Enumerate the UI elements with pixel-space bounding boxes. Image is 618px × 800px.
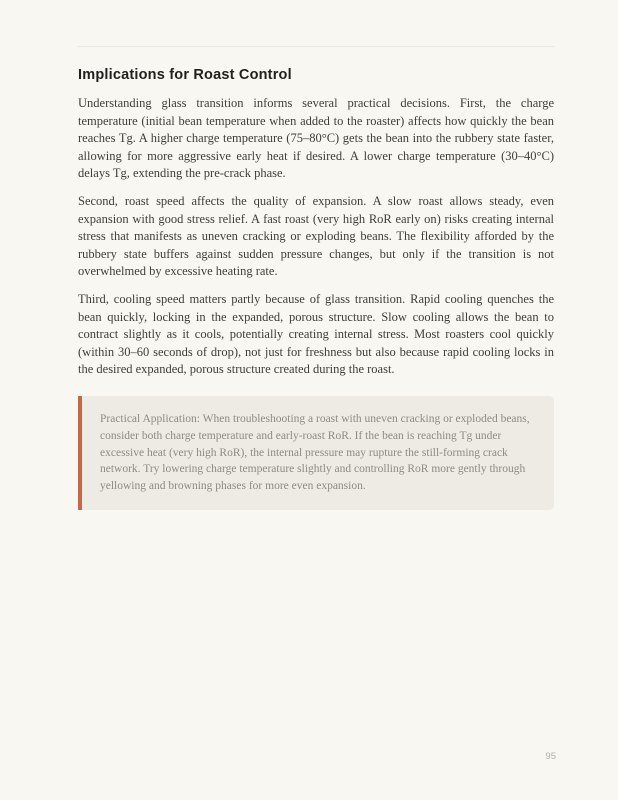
section-heading: Implications for Roast Control [78, 67, 292, 83]
body-paragraph-cooling-speed: Third, cooling speed matters partly because of glass transition. Rapid cooling quenches the bean quickly, locking in the expanded, porous structure. Slow cooling allows the bean to contract slightly as it cools, potentially creating internal stress. Most roasters cool quickly (within 30–60 seconds of drop), not just for freshness but also because rapid cooling locks in the desired expanded, porous structure created during the roast. [78, 291, 554, 377]
page-number: 95 [545, 751, 556, 762]
body-paragraph-charge-temperature: Understanding glass transition informs several practical decisions. First, the charge temperature (initial bean temperature when added to the roaster) affects how quickly the bean reaches Tg. A higher charge temperature (75–80°C) gets the bean into the rubbery state faster, allowing for more aggressive early heat if desired. A lower charge temperature (30–40°C) delays Tg, extending the pre-crack phase. [78, 96, 554, 181]
top-divider [78, 46, 554, 47]
callout-text: Practical Application: When troubleshooting a roast with uneven cracking or exploded beans, consider both charge temperature and early-roast RoR. If the bean is reaching Tg under excessive heat (very high RoR), the internal pressure may rupture the still-forming crack network. Try lowering charge temperature slightly and controlling RoR more gently through yellowing and browning phases for more even expansion. [100, 412, 530, 493]
practical-application-callout [78, 396, 554, 510]
body-paragraph-roast-speed: Second, roast speed affects the quality of expansion. A slow roast allows steady, even expansion with good stress relief. A fast roast (very high RoR early on) risks creating internal stress that manifests as uneven cracking or exploding beans. The flexibility afforded by the rubbery state buffers against sudden pressure changes, but only if the transition is not overwhelmed by excessive heating rate. [78, 193, 554, 279]
